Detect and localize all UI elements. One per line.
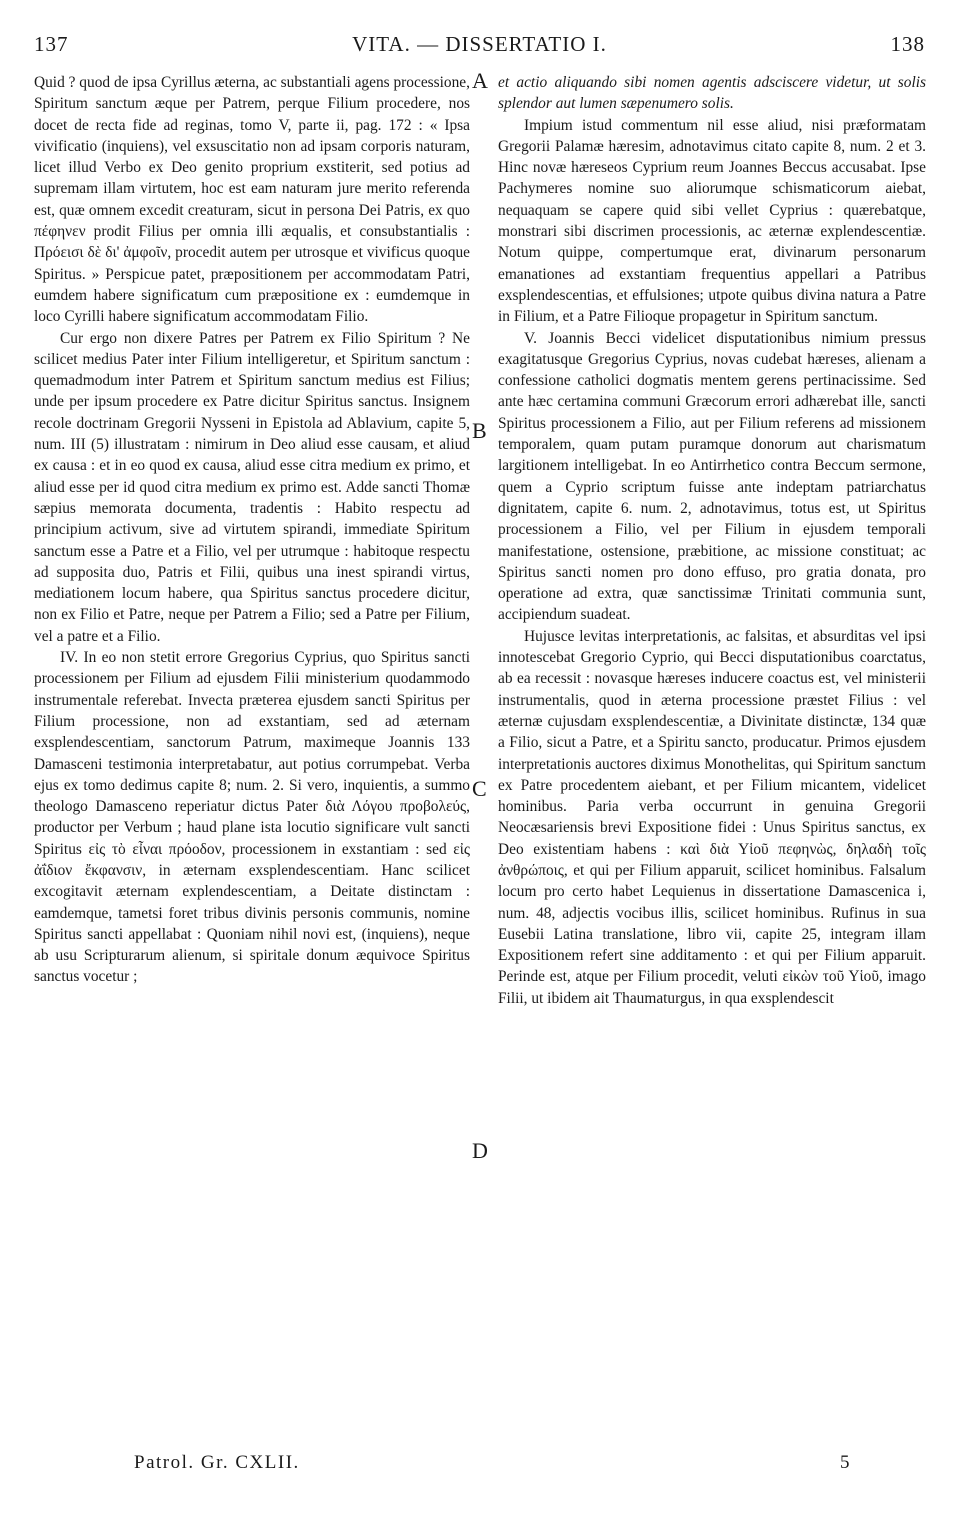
left-page-number: 137	[34, 32, 69, 56]
series-volume: Patrol. Gr. CXLII.	[134, 1452, 300, 1473]
margin-marker-d: D	[472, 1138, 488, 1163]
signature-mark: 5	[840, 1452, 851, 1473]
left-column	[34, 72, 470, 988]
right-page-number: 138	[890, 32, 925, 56]
right-column	[498, 72, 926, 1009]
paragraph: Hujusce levitas interpretationis, ac falsitas, et absurditas vel ipsi innotescebat Gregorio Cyprio, qui Becci disputationibus coarctatus, ab ea recessit : novasque hæreses inducere coactus est, vel ministerii instrumentalis, quod in æterna processione præstet Filius : vel æternæ cujusdam exsplendescentiæ, a Divinitate distinctæ, 134 quæ a Filio, sicut a Patre, et a Spiritu sancto, producatur. Primos ejusdem interpretationis auctores diximus Monothelitas, qui Spiritum sanctum ex Patre procedentem aiebant, et per Filium micantem, videlicet hominibus. Paria verba occurrunt in genuina Gregorii Neocæsariensis brevi Expositione fidei : Unus Spiritus sanctus, ex Deo existentiam habens : καὶ διὰ Υἱοῦ πεφηνὼς, δηλαδὴ τοῖς ἀνθρώποις, et qui per Filium apparuit, scilicet hominibus. Falsalum locum pro certo habet Lequienus in dissertatione Damascenica i, num. 48, adjectis vocibus illis, scilicet hominibus. Rufinus in sua Eusebii Latina translatione, libro vii, capite 25, integram illam Expositionem refert sine additamento : et qui per Filium apparuit. Perinde est, atque per Filium procedit, veluti εἰκὼν τοῦ Υἱοῦ, imago Filii, ut ibidem ait Thaumaturgus, in qua exsplendescit	[498, 627, 926, 1007]
running-header	[34, 32, 925, 62]
paragraph: Impium istud commentum nil esse aliud, nisi præformatam Gregorii Palamæ hæresim, adnotavimus citato capite 8, num. 2 et 3. Hinc novæ hæreseos Cyprium reum Joannes Beccus accusabat. Ipse Pachymeres nomine suo aliorumque schismaticorum aiebat, nequaquam se capere quid sibi vellet Cyprius : quærebatque, monstrari sibi discrimen processionis, ac æternæ explendescentiæ. Notum quippe, compertumque erat, divinarum personarum emanationes ad exstantiam frequentius appellari a Patribus exsplendescentias, et effulsiones; utpote quibus divina natura a Patre in Filium, et a Patre Filioque propagetur in Spiritum sanctum.	[498, 116, 926, 326]
paragraph: et actio aliquando sibi nomen agentis adsciscere videtur, ut solis splendor aut lumen sæpenumero solis.	[498, 74, 926, 113]
margin-marker-a: A	[472, 68, 488, 93]
paragraph: V. Joannis Becci videlicet disputationibus nimium pressus exagitatusque Gregorius Cyprius, novas cudebat hæreses, alienam a confessione catholici dogmatis mentem gerens pertinacissime. Sed ante hæc certamina communi Græcorum errori adhærebat ille, sancti Spiritus processionem a Filio, aut per Filium referens ad missionem temporalem, quam putam puramque donorum aut charismatum largitionem intelligebat. In eo Antirrhetico contra Beccum sermone, quem a Cyprio scriptum fuisse ante indeptam patriarchatus dignitatem, capite 6. num. 2, adnotavimus, totus est, ut Spiritus processionem a Filio, vel per Filium in ejusdem temporali manifestatione, ostensione, præbitione, ac missione constituat; ac Spiritus sancti nomen pro dono effuso, pro gratia donata, pro operatione ad extra, quæ sanctissimæ Trinitati communia sunt, accipiendum suadeat.	[498, 329, 926, 624]
margin-marker-b: B	[472, 418, 487, 443]
running-title: VITA. — DISSERTATIO I.	[352, 32, 607, 56]
margin-marker-c: C	[472, 776, 487, 801]
footer	[34, 1452, 925, 1482]
paragraph: Quid ? quod de ipsa Cyrillus æterna, ac substantiali agens processione, Spiritum sanctum æque per Patrem, perque Filium procedere, nos docet de recta fide ad reginas, tomo V, parte ii, pag. 172 : « Ipsa vivificatio (inquiens), vel exsuscitatio non ad ipsam corporis naturam, licet illud Verbo ex Deo genito proprium exstiterit, sed potius ad supremam illam virtutem, hoc est eam naturam jure merito referenda est, quæ omnem excedit creaturam, sicut in persona Dei Patris, ex quo πέφηνεν prodit Filius per omnia illi æqualis, et consubstantialis : Πρόεισι δὲ δι' ἀμφοῖν, procedit autem per utrosque et vivificus quoque Spiritus. » Perspicue patet, præpositionem per accommodatam Patri, eumdem habere significatum cum præpositione ex : eumdemque in loco Cyrilli habere significatum accommodatam Filio.	[34, 74, 470, 326]
paragraph: IV. In eo non stetit errore Gregorius Cyprius, quo Spiritus sancti processionem per Filium ad ejusdem Filii ministerium quodammodo instrumentale referebat. Invecta præterea ejusdem sancti Spiritus per Filium processione, non ad exstantiam, sed ad æternam exsplendescentiam, sanctorum Patrum, maximeque Joannis 133 Damasceni testimonia interpretabatur, aut potius corrumpebat. Verba ejus ex tomo dedimus capite 8; num. 2. Si vero, inquientis, a summo theologo Damasceno reperiatur dictus Pater διὰ Λόγου προβολεύς, productor per Verbum ; haud plane ista locutio significare vult sancti Spiritus εἰς τὸ εἶναι πρόοδον, processionem in exstantiam : sed εἰς ἀΐδιον ἔκφανσιν, in æternam exsplendescentiam. Hanc scilicet excogitavit æternam explendescentiam, a Deitate distinctam : eamdemque, tametsi foret tribus divinis personis communis, nomine Spiritus sancti appellabat : Quoniam nihil novi est, (inquiens), neque ab usu Scripturarum alienum, si spiritale donum æquivoce Spiritus sanctus vocetur ;	[34, 649, 470, 986]
paragraph: Cur ergo non dixere Patres per Patrem ex Filio Spiritum ? Ne scilicet medius Pater inter Filium intelligeretur, et Spiritum sanctum : quemadmodum inter Patrem et Spiritum sanctum medius est Filius; unde per ipsum procedere ex Patre dicitur Spiritus sanctus. Insignem recole doctrinam Gregorii Nysseni in Epistola ad Ablavium, capite 5, num. III (5) illustratam : nimirum in Deo aliud esse causam, et aliud ex causa : et in eo quod ex causa, aliud esse citra medium ex primo, et aliud esse per id quod citra medium ex primo est. Adde sancti Thomæ sæpius memorata documenta, tradentis : Habito respectu ad principium activum, sive ad virtutem spirandi, immediate Spiritum sanctum esse a Patre et a Filio, vel per utrumque : habitoque respectu ad supposita duo, Patris et Filii, quibus una inest spirandi virtus, mediationem locum habere, qua Spiritus sanctus procedere dicitur, non ex Filio et Patre, neque per Patrem a Filio; sed a Patre per Filium, vel a patre et a Filio.	[34, 329, 470, 645]
